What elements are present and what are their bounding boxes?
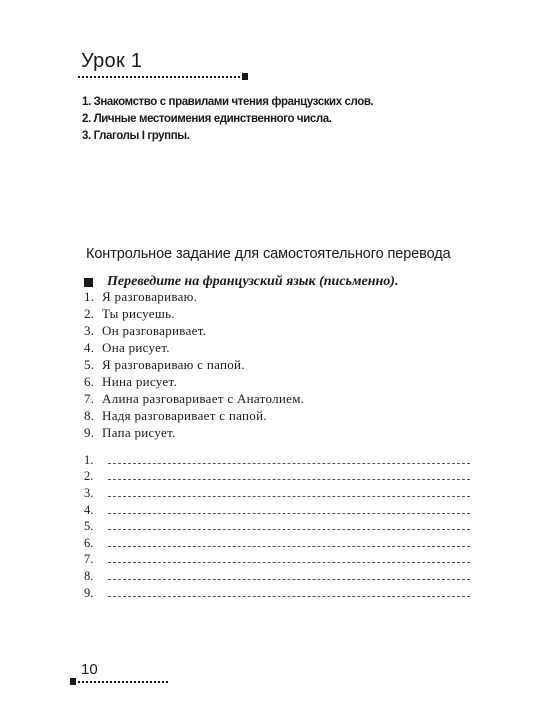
sentence-number: 2. — [84, 306, 95, 321]
lesson-topics-list — [82, 94, 373, 145]
sentence-item — [84, 322, 304, 339]
sentence-number: 3. — [84, 323, 95, 338]
bullet-square-icon — [84, 278, 93, 287]
sentence-text: Надя разговаривает с папой. — [102, 408, 267, 423]
answer-write-line[interactable] — [108, 562, 470, 563]
sentence-text: Она рисует. — [102, 340, 170, 355]
answer-line-number: 5. — [84, 519, 94, 534]
answer-write-line[interactable] — [108, 546, 470, 547]
sentence-number: 1. — [84, 289, 95, 304]
answer-write-line[interactable] — [108, 579, 470, 580]
answer-line-number: 4. — [84, 502, 94, 517]
lesson-title: Урок 1 — [81, 50, 143, 72]
footer-dotted-rule — [70, 681, 168, 683]
answer-line-row[interactable] — [84, 469, 470, 486]
sentence-text: Алина разговаривает с Анатолием. — [102, 391, 305, 406]
sentence-number: 6. — [84, 374, 95, 389]
sentence-item — [84, 407, 304, 424]
answer-line-number: 2. — [84, 469, 94, 484]
sentence-item — [84, 390, 304, 407]
task-instruction-text: Переведите на французский язык (письменно). — [107, 274, 399, 289]
section-heading: Контрольное задание для самостоятельного перевода — [86, 246, 451, 262]
footer-rule-end-square — [70, 678, 76, 685]
answer-line-number: 9. — [84, 585, 94, 600]
sentence-item — [84, 305, 304, 322]
sentence-text: Ты рисуешь. — [102, 306, 175, 321]
answer-line-row[interactable] — [84, 535, 470, 552]
answer-write-line[interactable] — [108, 496, 470, 497]
answer-line-row[interactable] — [84, 518, 470, 535]
sentence-item — [84, 288, 304, 305]
answer-line-number: 8. — [84, 568, 94, 583]
answer-line-number: 3. — [84, 485, 94, 500]
answer-write-line[interactable] — [108, 529, 470, 530]
answer-write-line[interactable] — [108, 479, 470, 480]
title-dotted-rule — [78, 76, 244, 78]
answer-write-line[interactable] — [108, 463, 470, 464]
sentence-item — [84, 356, 304, 373]
title-rule-end-square — [242, 73, 248, 80]
page-number: 10 — [81, 661, 98, 678]
answer-line-row[interactable] — [84, 485, 470, 502]
sentence-item — [84, 339, 304, 356]
answer-lines-list — [84, 452, 470, 601]
sentence-item — [84, 424, 304, 441]
answer-line-row[interactable] — [84, 502, 470, 519]
answer-line-number: 7. — [84, 552, 94, 567]
sentence-text: Папа рисует. — [102, 425, 176, 440]
topic-item: 1. Знакомство с правилами чтения французских слов. — [82, 96, 374, 108]
topic-item: 2. Личные местоимения единственного числа. — [82, 113, 332, 125]
answer-line-number: 1. — [84, 452, 94, 467]
sentence-number: 8. — [84, 408, 95, 423]
sentence-text: Я разговариваю. — [102, 289, 198, 304]
sentence-number: 5. — [84, 357, 95, 372]
sentence-number: 4. — [84, 340, 95, 355]
sentence-text: Я разговариваю с папой. — [102, 357, 245, 372]
sentence-number: 7. — [84, 391, 95, 406]
topic-item: 3. Глаголы I группы. — [82, 130, 190, 142]
sentence-number: 9. — [84, 425, 95, 440]
answer-line-row[interactable] — [84, 568, 470, 585]
sentence-text: Он разговаривает. — [102, 323, 207, 338]
sentence-item — [84, 373, 304, 390]
sentence-text: Нина рисует. — [102, 374, 178, 389]
answer-line-row[interactable] — [84, 452, 470, 469]
answer-write-line[interactable] — [108, 596, 470, 597]
answer-line-row[interactable] — [84, 552, 470, 569]
answer-write-line[interactable] — [108, 513, 470, 514]
answer-line-number: 6. — [84, 535, 94, 550]
sentences-list — [84, 288, 304, 441]
answer-line-row[interactable] — [84, 585, 470, 602]
